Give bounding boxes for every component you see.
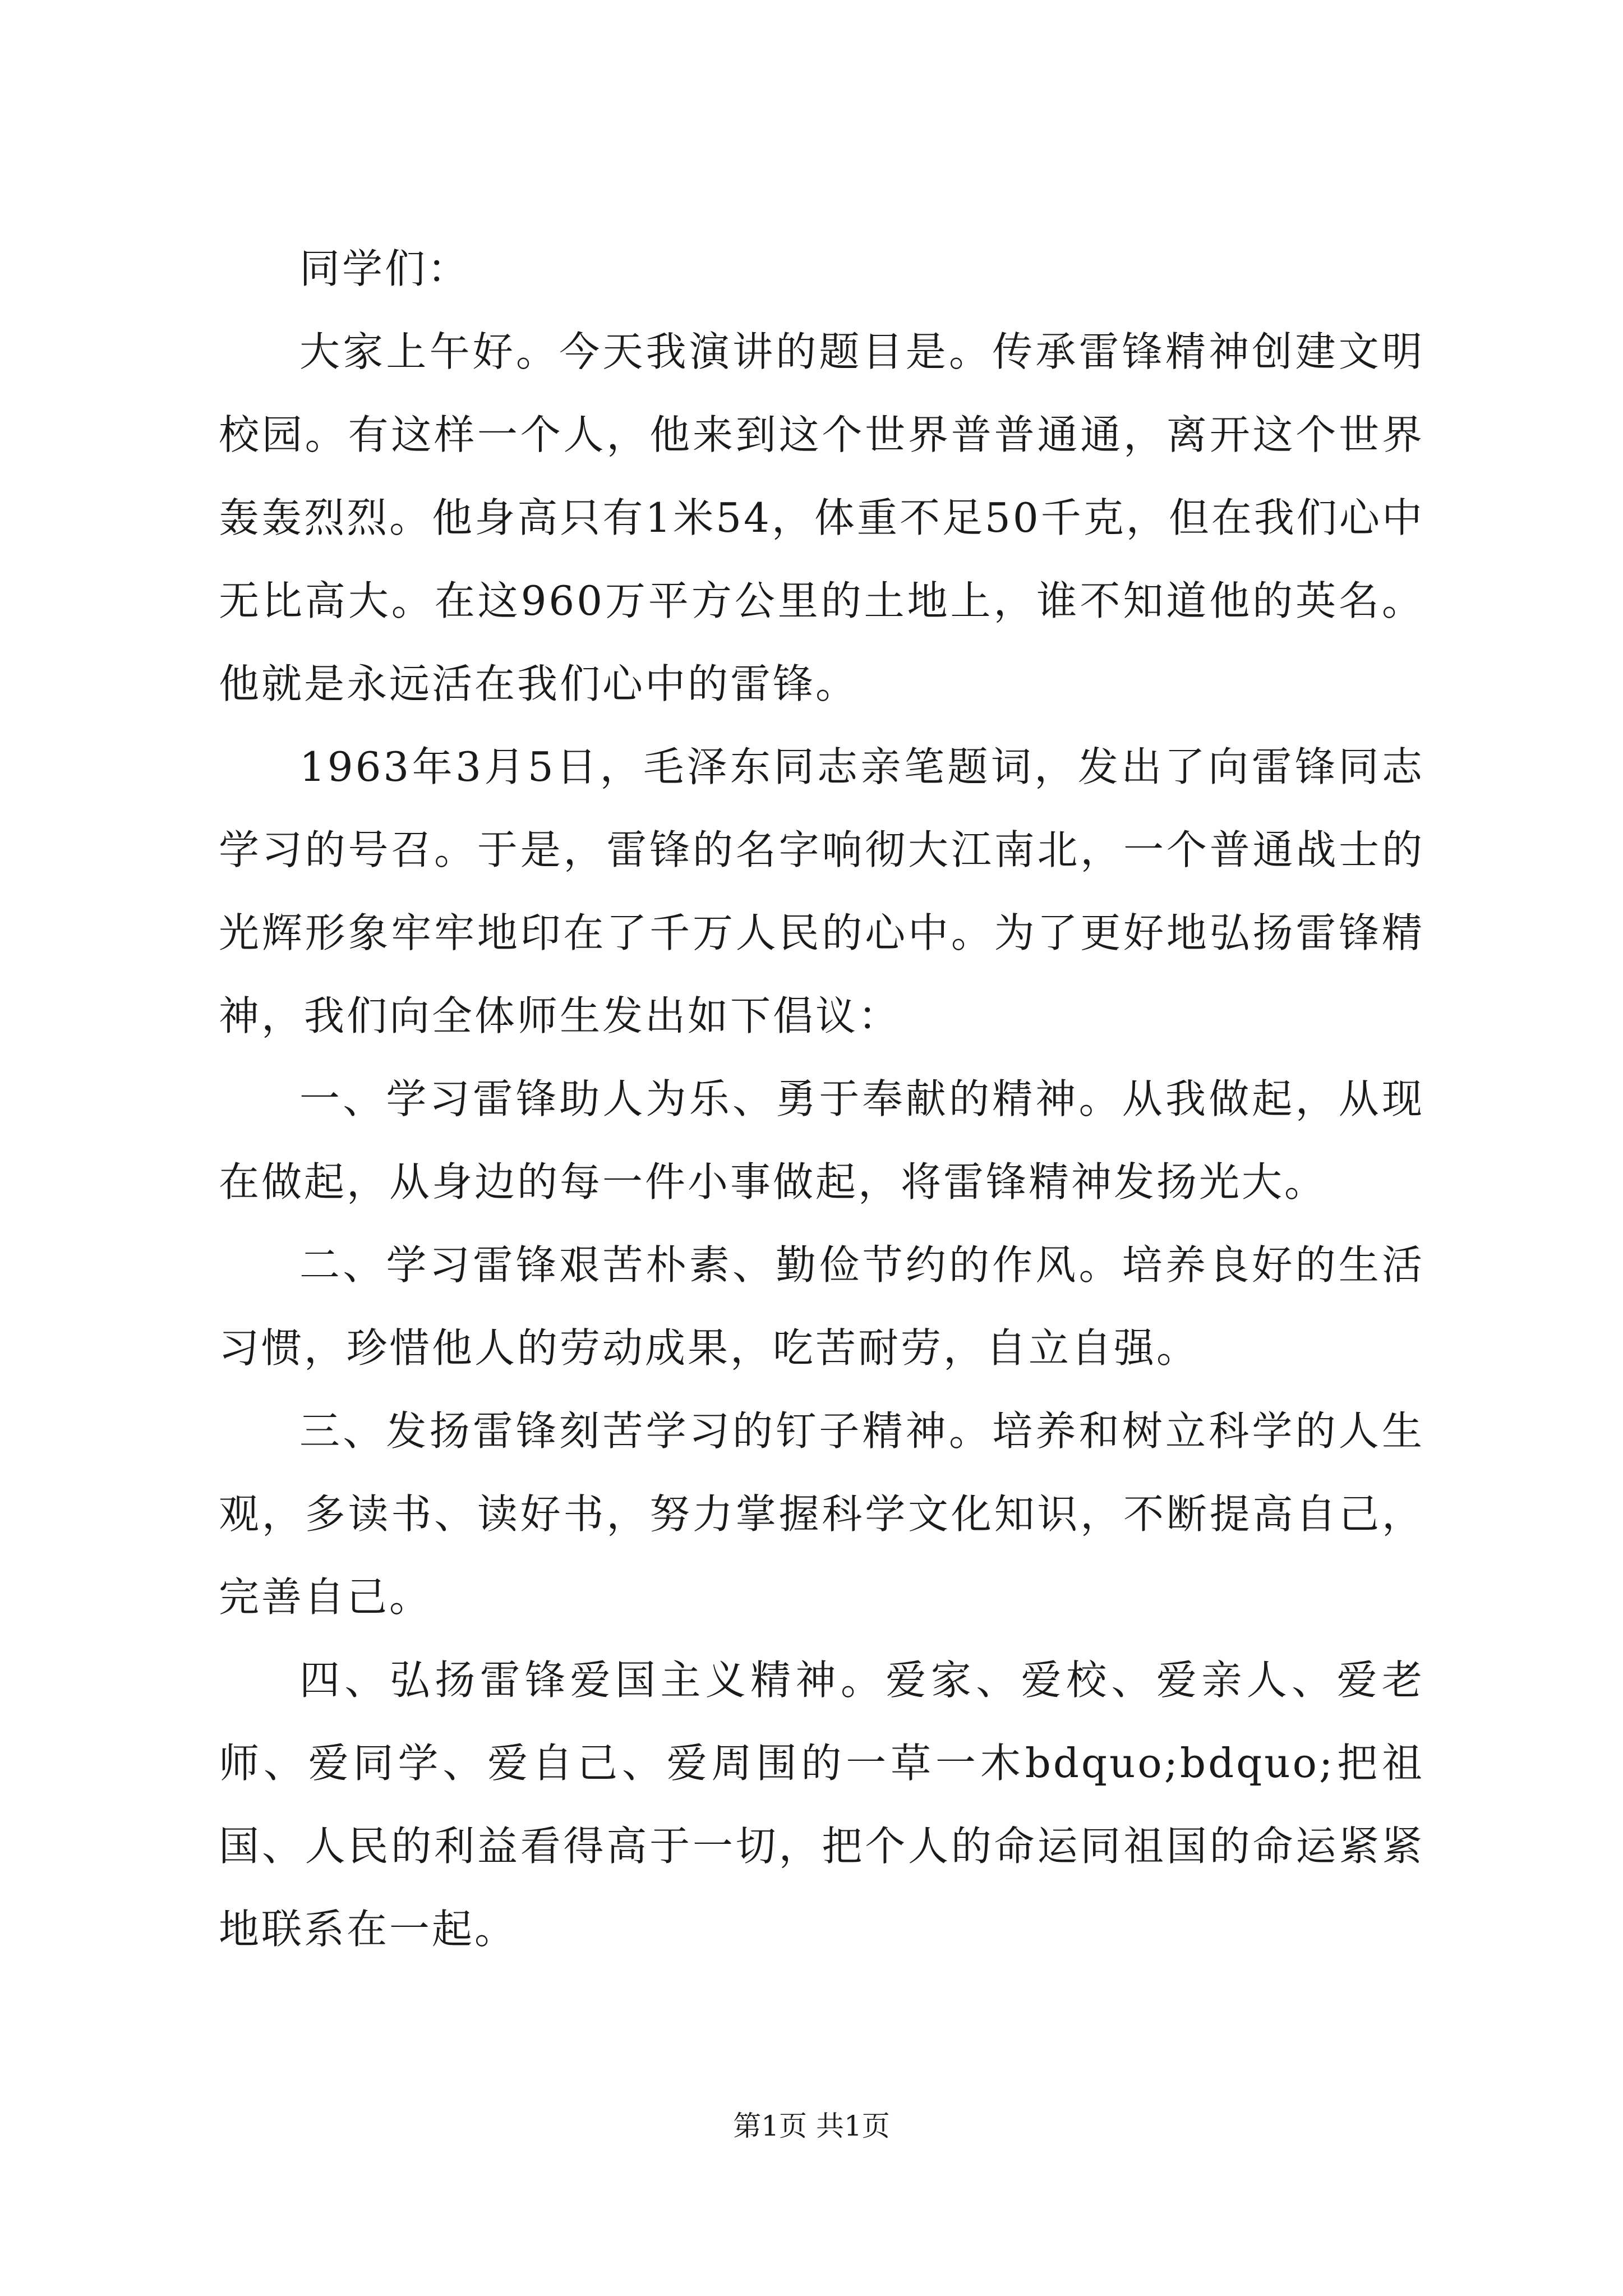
proposal-item-2: 二、学习雷锋艰苦朴素、勤俭节约的作风。培养良好的生活习惯，珍惜他人的劳动成果，吃苦耐劳，自立自强。	[219, 1241, 1424, 1372]
intro-paragraph: 大家上午好。今天我演讲的题目是。传承雷锋精神创建文明校园。有这样一个人，他来到这个世界普普通通，离开这个世界轰轰烈烈。他身高只有1米54，体重不足50千克，但在我们心中无比高大。在这960万平方公里的土地上，谁不知道他的英名。他就是永远活在我们心中的雷锋。	[219, 328, 1424, 707]
proposal-item-3: 三、发扬雷锋刻苦学习的钉子精神。培养和树立科学的人生观，多读书、读好书，努力掌握科学文化知识，不断提高自己，完善自己。	[219, 1407, 1424, 1621]
proposal-item-1: 一、学习雷锋助人为乐、勇于奉献的精神。从我做起，从现在做起，从身边的每一件小事做起，将雷锋精神发扬光大。	[219, 1075, 1424, 1205]
proposal-item-4: 四、弘扬雷锋爱国主义精神。爱家、爱校、爱亲人、爱老师、爱同学、爱自己、爱周围的一草一木bdquo;bdquo;把祖国、人民的利益看得高于一切，把个人的命运同祖国的命运紧紧地联系在一起。	[219, 1657, 1424, 1953]
salutation-paragraph: 同学们：	[299, 245, 471, 292]
document-body	[219, 227, 1424, 1971]
page-number-footer: 第1页 共1页	[733, 2110, 890, 2142]
history-paragraph: 1963年3月5日，毛泽东同志亲笔题词，发出了向雷锋同志学习的号召。于是，雷锋的名字响彻大江南北，一个普通战士的光辉形象牢牢地印在了千万人民的心中。为了更好地弘扬雷锋精神，我们向全体师生发出如下倡议：	[219, 743, 1424, 1039]
